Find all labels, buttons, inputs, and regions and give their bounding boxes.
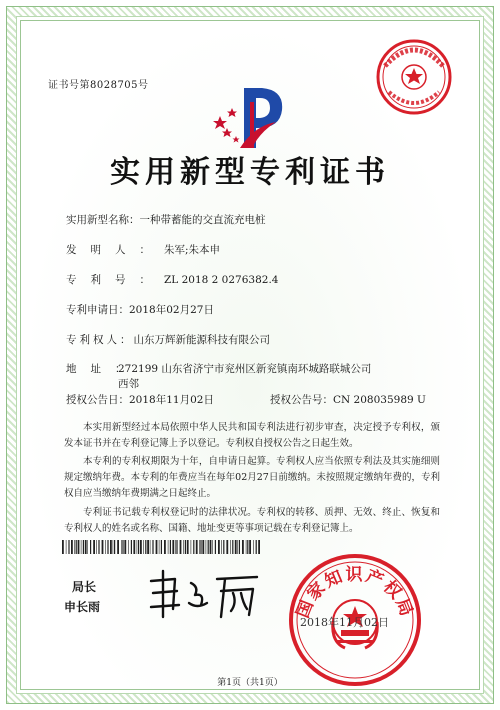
field-label: 专利号： [66,274,164,286]
field-filing-date [66,303,214,317]
field-address-value: 272199 山东省济宁市兖州区新兖镇南环城路联城公司西邻 [118,363,372,390]
barcode-icon [62,540,262,554]
page-footer: 第1页（共1页） [217,678,283,688]
field-value: CN 208035989 U [333,394,426,406]
field-utility-model-name [66,213,266,227]
seal-date: 2018年11月02日 [300,616,389,629]
certificate-number: 证书号第8028705号 [48,80,149,91]
field-grant-number [270,393,426,407]
body-paragraph-2: 本专利的专利权期限为十年，自申请日起算。专利权人应当依照专利法及其实施细则规定缴纳年费。本专利的年费应当在每年02月27日前缴纳。未按照规定缴纳年费的，专利权自应当缴纳年费期满之日起终止。 [64,456,440,499]
body-paragraph-1: 本实用新型经过本局依照中华人民共和国专利法进行初步审查，决定授予专利权，颁发本证书并在专利登记簿上予以登记。专利权自授权公告之日起生效。 [64,422,440,449]
field-label: 地址： [66,363,140,375]
field-grant-date [66,393,214,407]
field-inventor [66,243,220,257]
signature-name: 申长雨 [64,600,101,614]
field-value: 一种带蓄能的交直流充电桩 [139,214,266,226]
field-label: 授权公告日： [66,394,129,406]
field-value: 山东万辉新能源科技有限公司 [133,334,270,346]
field-label: 发明人： [66,244,164,256]
field-value: 2018年11月02日 [129,394,214,406]
certificate-title: 实用新型专利证书 [110,155,390,190]
field-value: 朱军;朱本申 [164,244,221,256]
field-label: 授权公告号： [270,394,333,406]
field-label: 专利申请日： [66,304,129,316]
field-patent-number [66,273,278,287]
field-patentee [66,333,270,347]
patent-office-logo-icon [210,82,290,150]
field-label: 专利权人： [66,334,134,346]
field-label: 实用新型名称： [66,214,140,226]
field-value: 2018年02月27日 [129,304,214,316]
signature-title: 局长 [72,580,97,594]
svg-text:国家知识产权局: 国家知识产权局 [292,565,418,621]
field-value: ZL 2018 2 0276382.4 [164,274,279,286]
top-seal-icon [375,38,453,116]
handwritten-signature-icon [145,563,265,623]
body-paragraph-3: 专利证书记载专利权登记时的法律状况。专利权的转移、质押、无效、终止、恢复和专利权人的姓名或名称、国籍、地址变更等事项记载在专利登记簿上。 [64,507,440,534]
